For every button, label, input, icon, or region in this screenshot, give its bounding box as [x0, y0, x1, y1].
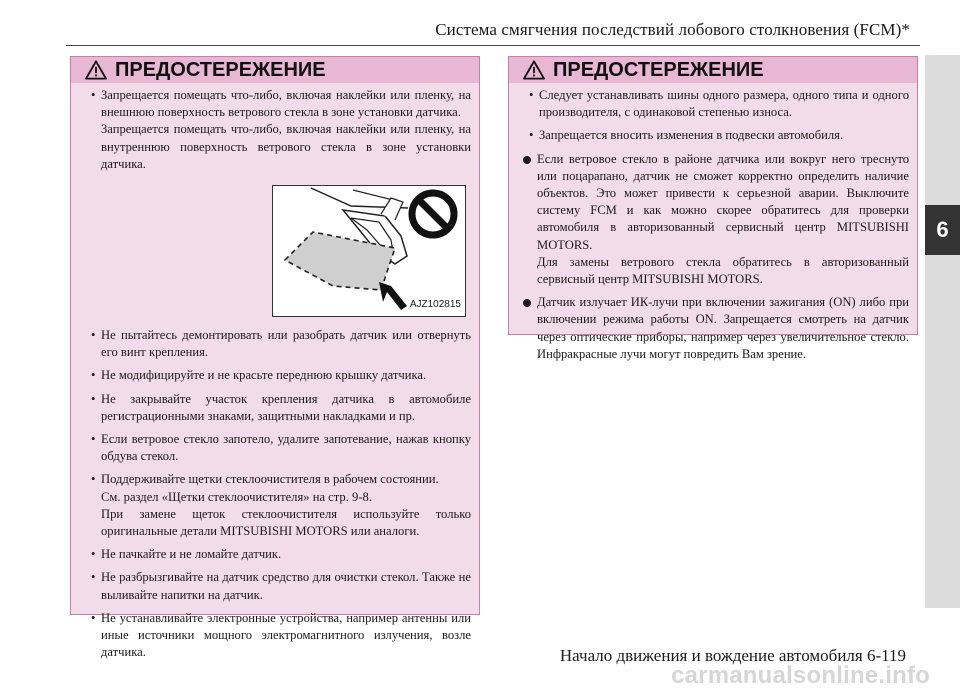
warning-header — [509, 57, 917, 83]
list-item-text: Не закрывайте участок крепления датчика в автомобиле регистрационными знаками, защитными накладками и пр. — [101, 391, 471, 423]
cross-reference: См. раздел «Щетки стеклоочистителя» на стр. 9-8. — [101, 489, 372, 504]
list-item — [91, 431, 471, 465]
watermark: carmanualsonline.info — [671, 662, 930, 689]
chapter-tab[interactable]: 6 — [925, 205, 960, 255]
list-item — [91, 471, 471, 540]
list-item-text: Если ветровое стекло запотело, удалите запотевание, нажав кнопку обдува стекол. — [101, 432, 471, 464]
page-footer: Начало движения и вождение автомобиля 6-119 — [559, 646, 906, 665]
list-item-text: Не пытайтесь демонтировать или разобрать датчик или отвернуть его винт крепления. — [101, 328, 471, 360]
list-item — [91, 569, 471, 603]
list-item — [529, 127, 909, 144]
side-tab-strip — [925, 55, 960, 608]
warning-body — [509, 83, 917, 363]
list-item-text: При замене щеток стеклоочистителя используйте только оригинальные детали MITSUBISHI MOTORS или аналоги. — [101, 506, 471, 539]
list-item-text: Запрещается вносить изменения в подвески автомобиля. — [539, 128, 844, 143]
warning-triangle-icon — [523, 60, 545, 80]
list-item — [91, 367, 471, 384]
list-item-text: Не модифицируйте и не красьте переднюю крышку датчика. — [101, 368, 427, 383]
header-divider — [66, 45, 920, 46]
list-item — [523, 294, 909, 363]
warning-triangle-icon — [85, 60, 107, 80]
list-item-text: Если ветровое стекло в районе датчика или вокруг него треснуто или поцарапано, датчик не сможет корректно определить наличие объектов. Это может привести к серьезной аварии. Выключите систему FCM и как можно скорее обратитесь для проверки автомобиля в авторизованный сервисный центр MITSUBISHI MOTORS. — [537, 151, 909, 252]
warning-heading: ПРЕДОСТЕРЕЖЕНИЕ — [553, 58, 764, 81]
list-item — [91, 546, 471, 563]
list-item-text: Не пачкайте и не ломайте датчик. — [101, 547, 282, 562]
list-item — [523, 151, 909, 289]
list-item — [91, 610, 471, 662]
list-item-text: Для замены ветрового стекла обратитесь в авторизованный сервисный центр MITSUBISHI MOTORS. — [537, 254, 909, 287]
list-item-text: Запрещается помещать что-либо, включая наклейки или пленку, на внутреннюю поверхность ветрового стекла в зоне установки датчика. — [101, 122, 471, 171]
list-item — [91, 327, 471, 361]
list-item-text: Не устанавливайте электронные устройства, например антенны или иные источники мощного электромагнитного излучения, возле датчика. — [101, 610, 471, 660]
pointer-arrow-icon — [379, 282, 407, 310]
warning-header — [71, 57, 479, 83]
list-item-text: Не разбрызгивайте на датчик средство для очистки стекол. Также не выливайте напитки на датчик. — [101, 570, 471, 602]
list-item-text: Следует устанавливать шины одного размера, одного типа и одного производителя, с одинаковой степенью износа. — [539, 88, 909, 120]
list-item-text: Датчик излучает ИК-лучи при включении зажигания (ON) либо при включении режима работы ON. Запрещается смотреть на датчик через оптические приборы, например через увеличительное стекло. Инфракрасные лучи могут повредить Вам зрение. — [537, 295, 909, 361]
list-item — [91, 87, 471, 173]
warning-box-left — [70, 56, 480, 660]
warning-body — [71, 83, 479, 661]
list-item-text: • Запрещается помещать что-либо, включая наклейки или пленку, на внешнюю поверхность ветрового стекла в зоне установки датчика. — [101, 88, 471, 120]
list-item-text: • Поддерживайте щетки стеклоочистителя в рабочем состоянии. — [101, 472, 439, 487]
figure-code: AJZ102815 — [409, 298, 461, 310]
sensor-illustration — [272, 185, 466, 317]
list-item — [91, 391, 471, 425]
warning-heading: ПРЕДОСТЕРЕЖЕНИЕ — [115, 58, 326, 81]
prohibition-icon — [407, 188, 459, 240]
page-header-title: Система смягчения последствий лобового столкновения (FCM)* — [435, 20, 910, 39]
warning-box-right — [508, 56, 918, 361]
list-item — [529, 87, 909, 121]
